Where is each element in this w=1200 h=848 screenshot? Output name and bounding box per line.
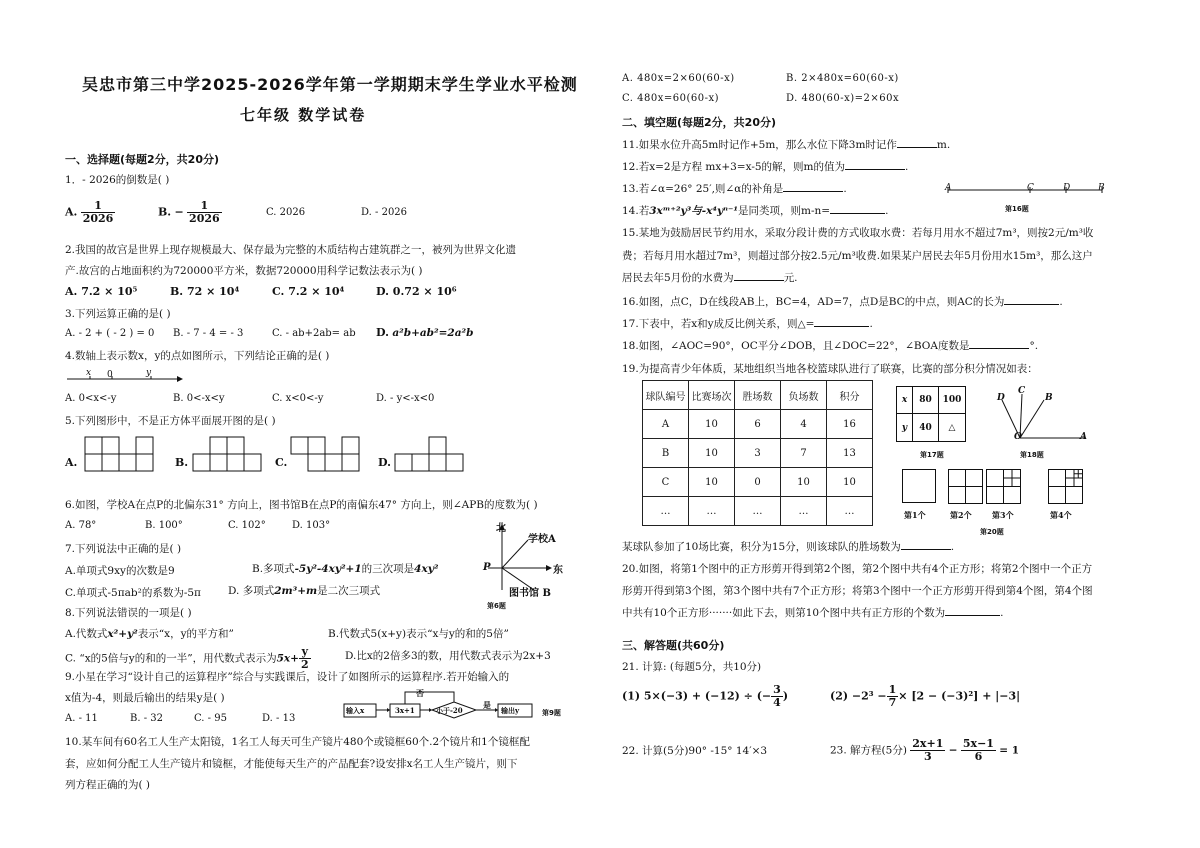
q21-p1-pre: (1) 5×(−3) + (−12) ÷ (− [622, 689, 772, 703]
table-row [643, 497, 873, 526]
q8-c-den: 2 [300, 658, 309, 671]
fig6-north: 北 [496, 523, 506, 534]
fig17-cell: 100 [939, 387, 965, 414]
q10-c: C. 480x=60(60-x) [622, 93, 720, 104]
q14: 14.若3xᵐ⁺²y³与-x⁴yⁿ⁻¹是同类项，则m-n= . [622, 205, 889, 217]
table-header: 比赛场次 [689, 381, 735, 410]
q16-text: 16.如图，点C，D在线段AB上，BC=4，AD=7，点D是BC的中点，则AC的长为 [622, 296, 1005, 308]
q23-frac1 [910, 738, 945, 763]
q2-line2: 产.故宫的占地面积约为720000平方米，数据720000用科学记数法表示为( ) [65, 265, 423, 277]
q15-line3-pre: 居民去年5月份的水费为 [622, 272, 734, 284]
table-row [643, 410, 873, 439]
q12: 12.若x=2是方程 mx+3=x-5的解，则m的值为 . [622, 161, 909, 173]
q19-tail: 某球队参加了10场比赛，积分为15分，则该球队的胜场数为 . [622, 541, 955, 553]
cube-net-d [394, 436, 470, 474]
q1-b-fraction [187, 200, 222, 225]
q10-b: B. 2×480x=60(60-x) [786, 73, 899, 84]
table-header: 胜场数 [735, 381, 781, 410]
q5-d-label: D. [378, 456, 391, 469]
q8-c-math: 5x+ [276, 652, 299, 665]
table-cell: 3 [735, 439, 781, 468]
q2-d: D. 0.72 × 10⁶ [376, 285, 457, 298]
fig20-label: 第3个 [992, 510, 1014, 520]
section-answer: 三、解答题(共60分) [622, 639, 725, 652]
q9-line2: x值为-4，则最后输出的结果y是( ) [65, 692, 225, 704]
q17-text: 17.下表中，若x和y成反比例关系，则△= [622, 318, 815, 330]
table-row [643, 468, 873, 497]
q20-line2: 形剪开得到第3个图，第3个图中共有7个正方形；将第3个图中一个正方形剪开得到第4个图，第4个图 [622, 585, 1093, 597]
q20-line3-pre: 中共有10个正方形·······如此下去，则第10个图中共有正方形的个数为 [622, 607, 946, 619]
fig20-caption: 第20题 [980, 528, 1004, 536]
q18 [622, 338, 1038, 353]
table-row [643, 439, 873, 468]
q21-p2-fraction [887, 684, 899, 709]
q20-blank [945, 605, 1000, 616]
q22: 22. 计算(5分)90° -15° 14′×3 [622, 745, 768, 757]
q11-text: 11.如果水位升高5m时记作+5m，那么水位下降3m时记作 [622, 139, 897, 151]
q1-b-num: 1 [187, 200, 222, 213]
q8-a-post: 表示“x，y的平方和” [137, 628, 234, 640]
q15-blank [734, 270, 784, 281]
q1-a-fraction [81, 200, 116, 225]
q7-d [228, 583, 380, 598]
exam-title: 吴忠市第三中学2025-2026学年第一学期期末学生学业水平检测 [82, 75, 578, 94]
q15-line3-post: 元. [783, 272, 798, 284]
q21-p2-post: × [2 − (−3)²] + |−3| [898, 689, 1021, 703]
q6-a: A. 78° [65, 520, 97, 531]
q23-frac2 [961, 738, 996, 763]
table-cell: 4 [781, 410, 827, 439]
q7-b-pre: B.多项式 [252, 563, 295, 575]
q21-part2 [830, 684, 1020, 709]
q7-d-post: 是二次三项式 [317, 585, 381, 597]
q8-c-pre: C. “x的5倍与y的和的一半”，用代数式表示为 [65, 652, 277, 665]
q15-line2: 费；若每月用水超过7m³，则超过部分按2.5元/m³收费.如果某户居民去年5月份用水15m³，那么这户 [622, 250, 1093, 262]
q14-blank [830, 203, 885, 214]
q12-text: 12.若x=2是方程 mx+3=x-5的解，则m的值为 [622, 161, 846, 173]
q4-c: C. x<0<-y [272, 393, 324, 404]
cube-net-b [192, 436, 268, 474]
table-header: 积分 [827, 381, 873, 410]
fig17-cell: x [897, 387, 913, 414]
q8-stem: 8.下列说法错误的一项是( ) [65, 607, 192, 619]
fig6-p: P [483, 562, 491, 573]
fig16-a: A [945, 183, 952, 193]
q10-line2: 套，应如何分配工人生产镜片和镜框，才能使每天生产的产品配套?设安排x名工人生产镜片，则下 [65, 758, 518, 770]
fig6-east: 东 [553, 565, 563, 576]
fig20-label: 第1个 [904, 510, 926, 520]
q2-b: B. 72 × 10⁴ [170, 285, 240, 298]
fig17-cell: 80 [913, 387, 939, 414]
segment-figure [946, 184, 1106, 196]
table-cell: … [781, 497, 827, 526]
fig16-c: C [1027, 183, 1034, 193]
fig18-d: D [997, 393, 1005, 403]
q4-b: B. 0<-x<y [173, 393, 225, 404]
flow-yes: 是 [483, 700, 491, 710]
q13-blank [783, 181, 843, 192]
q7-b-math2: 4xy² [414, 563, 439, 575]
q15-line3 [622, 270, 798, 285]
table-cell: 13 [827, 439, 873, 468]
table-cell: 0 [735, 468, 781, 497]
table-header-row [643, 381, 873, 410]
q14-post: 是同类项，则m-n= [738, 205, 831, 217]
q7-b [252, 561, 438, 576]
fig20-square-2 [948, 469, 984, 505]
q5-b-label: B. [175, 456, 189, 469]
q9-a: A. - 11 [65, 713, 98, 724]
flow-output: 输出y [501, 706, 520, 715]
fig20-label: 第2个 [950, 510, 972, 520]
cube-net-c [290, 436, 366, 474]
q7-a: A.单项式9xy的次数是9 [65, 565, 175, 577]
q21-stem: 21. 计算: (每题5分，共10分) [622, 661, 762, 673]
fig17-cell: △ [948, 422, 956, 433]
q13: 13.若∠α=26° 25′,则∠α的补角是 . [622, 183, 847, 195]
table-header: 负场数 [781, 381, 827, 410]
q8-d: D.比x的2倍多3的数，用代数式表示为2x+3 [345, 650, 551, 662]
fig18-c: C [1018, 386, 1026, 396]
q5-stem: 5.下列图形中，不是正方体平面展开图的是( ) [65, 415, 276, 427]
q17: 17.下表中，若x和y成反比例关系，则△= . [622, 318, 873, 330]
q8-a [65, 626, 234, 641]
q1-a-den: 2026 [82, 212, 114, 225]
q4-a: A. 0<x<-y [65, 393, 117, 404]
q23-post: = 1 [999, 744, 1020, 757]
q23-mid: − [948, 744, 958, 757]
q1-a-num: 1 [81, 200, 116, 213]
table-cell: A [643, 410, 689, 439]
q1-b [158, 200, 222, 225]
fig17-grid [896, 386, 966, 442]
q19-stem: 19.为提高青少年体质，某地组织当地各校篮球队进行了联赛，比赛的部分积分情况如表： [622, 363, 1038, 375]
q8-c-num: y [299, 646, 311, 659]
fig20-square-3 [986, 469, 1022, 505]
q8-a-pre: A.代数式 [65, 628, 108, 640]
q2-a: A. 7.2 × 10⁵ [65, 285, 138, 298]
fig17-cell: y [897, 414, 913, 441]
q23-pre: 23. 解方程(5分) [830, 744, 907, 757]
q16: 16.如图，点C，D在线段AB上，BC=4，AD=7，点D是BC的中点，则AC的长为 . [622, 296, 1063, 308]
q23-d1: 3 [923, 750, 932, 763]
table-cell: 10 [689, 410, 735, 439]
q23-n2: 5x−1 [962, 737, 994, 750]
q7-c: C.单项式-5πab²的系数为-5π [65, 587, 201, 599]
q20-line3-post: . [1000, 607, 1004, 619]
q10-d: D. 480(60-x)=2×60x [786, 93, 900, 104]
q1-b-den: 2026 [189, 212, 220, 225]
table-cell: 10 [827, 468, 873, 497]
table-cell: B [643, 439, 689, 468]
q11 [622, 137, 950, 152]
score-table [642, 380, 873, 526]
table-cell: 10 [689, 439, 735, 468]
q8-c-fraction [299, 646, 311, 671]
q8-a-math: x²+y² [107, 628, 138, 640]
table-cell: 7 [781, 439, 827, 468]
section-choice: 一、选择题(每题2分，共20分) [65, 153, 220, 166]
q23-n1: 2x+1 [912, 737, 944, 750]
q12-blank [845, 159, 905, 170]
table-cell: … [689, 497, 735, 526]
fig6-school: 学校A [528, 534, 556, 545]
q1-c: C. 2026 [266, 207, 306, 218]
q10-line3: 列方程正确的为( ) [65, 779, 151, 791]
q7-d-pre: D. 多项式 [228, 585, 275, 597]
fig20-square-1 [902, 469, 936, 503]
flow-input: 输入x [346, 706, 365, 715]
q1-stem: 1．- 2026的倒数是( ) [65, 174, 170, 186]
fig18-o: O [1014, 432, 1022, 442]
q8-b: B.代数式5(x+y)表示“x与y的和的5倍” [328, 628, 509, 640]
flow-no: 否 [416, 688, 424, 698]
q23-d2: 6 [974, 750, 983, 763]
number-line-figure [65, 368, 185, 390]
flow-cond: 小于-20 [436, 706, 463, 715]
table-header: 球队编号 [643, 381, 689, 410]
q7-b-math: -5y²-4xy²+1 [294, 563, 362, 575]
axis-label-x: x [86, 368, 92, 378]
q21-p2-pre: (2) −2³ − [830, 689, 887, 703]
q17-blank [814, 316, 869, 327]
q1-options [65, 200, 115, 225]
table-cell: … [827, 497, 873, 526]
q19-tail-text: 某球队参加了10场比赛，积分为15分，则该球队的胜场数为 [622, 541, 901, 553]
q20-line3 [622, 605, 1003, 620]
q7-stem: 7.下列说法中正确的是( ) [65, 543, 182, 555]
table-cell: C [643, 468, 689, 497]
fig18-a: A [1080, 432, 1087, 442]
axis-label-y: y [146, 368, 152, 378]
exam-subtitle: 七年级 数学试卷 [240, 106, 367, 124]
q9-line1: 9.小星在学习“设计自己的运算程序”综合与实践课后，设计了如图所示的运算程序.若开始输入的 [65, 671, 510, 683]
fig20-label: 第4个 [1050, 510, 1072, 520]
q8-c [65, 646, 311, 671]
q3-d [376, 326, 473, 339]
q11-blank [897, 137, 937, 148]
table-cell: 16 [827, 410, 873, 439]
q2-c: C. 7.2 × 10⁴ [272, 285, 345, 298]
q21-p1-fraction [771, 684, 783, 709]
q13-text: 13.若∠α=26° 25′,则∠α的补角是 [622, 183, 784, 195]
table-cell: 10 [689, 468, 735, 497]
q9-b: B. - 32 [130, 713, 163, 724]
q23 [830, 738, 1019, 763]
q20-line1: 20.如图，将第1个图中的正方形剪开得到第2个图，第2个图中共有4个正方形；将第2个图中一个正方 [622, 563, 1093, 575]
fig17-cell: 40 [913, 414, 939, 441]
q7-d-math: 2m³+m [274, 585, 318, 597]
q2-line1: 2.我国的故宫是世界上现存规模最大、保存最为完整的木质结构古建筑群之一，被列为世界文化遗 [65, 244, 517, 256]
q9-d: D. - 13 [262, 713, 296, 724]
q10-line1: 10.某车间有60名工人生产太阳镜，1名工人每天可生产镜片480个或镜框60个.2个镜片和1个镜框配 [65, 736, 530, 748]
q5-c-label: C. [275, 456, 288, 469]
q14-math: 3xᵐ⁺²y³与-x⁴yⁿ⁻¹ [649, 205, 739, 217]
fig17-caption: 第17题 [920, 451, 944, 459]
fig16-d: D [1063, 183, 1071, 193]
q9-c: C. - 95 [194, 713, 227, 724]
q6-d: D. 103° [292, 520, 331, 531]
q21-p2-den: 7 [888, 696, 897, 709]
q21-p1-den: 4 [773, 696, 781, 709]
q14-pre: 14.若 [622, 205, 650, 217]
flow-op: 3x+1 [395, 706, 415, 715]
q1-d: D. - 2026 [361, 207, 408, 218]
q19-blank [901, 539, 951, 550]
q18-text: 18.如图，∠AOC=90°，OC平分∠DOB，且∠DOC=22°，∠BOA度数是 [622, 340, 970, 352]
cube-net-a [84, 436, 160, 474]
q21-p2-num: 1 [888, 683, 897, 696]
q10-a: A. 480x=2×60(60-x) [622, 73, 735, 84]
q3-d-label: D. [376, 326, 389, 339]
q21-p1-post: ) [782, 689, 789, 703]
q3-a: A. - 2 + ( - 2 ) = 0 [65, 328, 155, 339]
q1-b-sign: − [174, 205, 184, 219]
q4-stem: 4.数轴上表示数x，y的点如图所示，下列结论正确的是( ) [65, 350, 330, 362]
table-cell: … [735, 497, 781, 526]
q3-d-math: a²b+ab²=2a²b [392, 327, 474, 339]
q6-stem: 6.如图，学校A在点P的北偏东31° 方向上，图书馆B在点P的南偏东47° 方向上，则∠APB的度数为( ) [65, 499, 538, 511]
q21-p1-num: 3 [773, 683, 781, 696]
fig18-b: B [1045, 393, 1053, 403]
q4-d: D. - y<-x<0 [376, 393, 435, 404]
angle-figure [990, 390, 1090, 446]
q11-end: m. [936, 139, 951, 151]
q3-c: C. - ab+2ab= ab [272, 328, 356, 339]
q1-a-label: A. [65, 205, 78, 219]
table-cell: … [643, 497, 689, 526]
q7-b-post: 的三次项是 [361, 563, 415, 575]
fig6-library: 图书馆 B [509, 588, 551, 599]
q6-c: C. 102° [228, 520, 266, 531]
q21-part1 [622, 684, 788, 709]
fig18-caption: 第18题 [1020, 451, 1044, 459]
fig16-b: B [1098, 183, 1105, 193]
fig20-square-4 [1048, 469, 1084, 505]
fig9-caption: 第9题 [542, 709, 561, 717]
q1-b-label: B. [158, 205, 172, 219]
q6-b: B. 100° [145, 520, 183, 531]
section-fill: 二、填空题(每题2分，共20分) [622, 116, 777, 129]
q16-blank [1004, 294, 1059, 305]
fig6-caption: 第6题 [487, 602, 506, 610]
table-cell: 10 [781, 468, 827, 497]
fig16-caption: 第16题 [1005, 205, 1029, 213]
q18-blank [969, 338, 1029, 349]
q3-stem: 3.下列运算正确的是( ) [65, 308, 171, 320]
axis-label-0: 0 [107, 370, 113, 380]
q3-b: B. - 7 - 4 = - 3 [173, 328, 244, 339]
q15-line1: 15.某地为鼓励居民节约用水，采取分段计费的方式收取水费：若每月用水不超过7m³，则按2元/m³收 [622, 227, 1094, 239]
q18-end: °. [1029, 340, 1039, 352]
q5-a-label: A. [65, 456, 78, 469]
table-cell: 6 [735, 410, 781, 439]
